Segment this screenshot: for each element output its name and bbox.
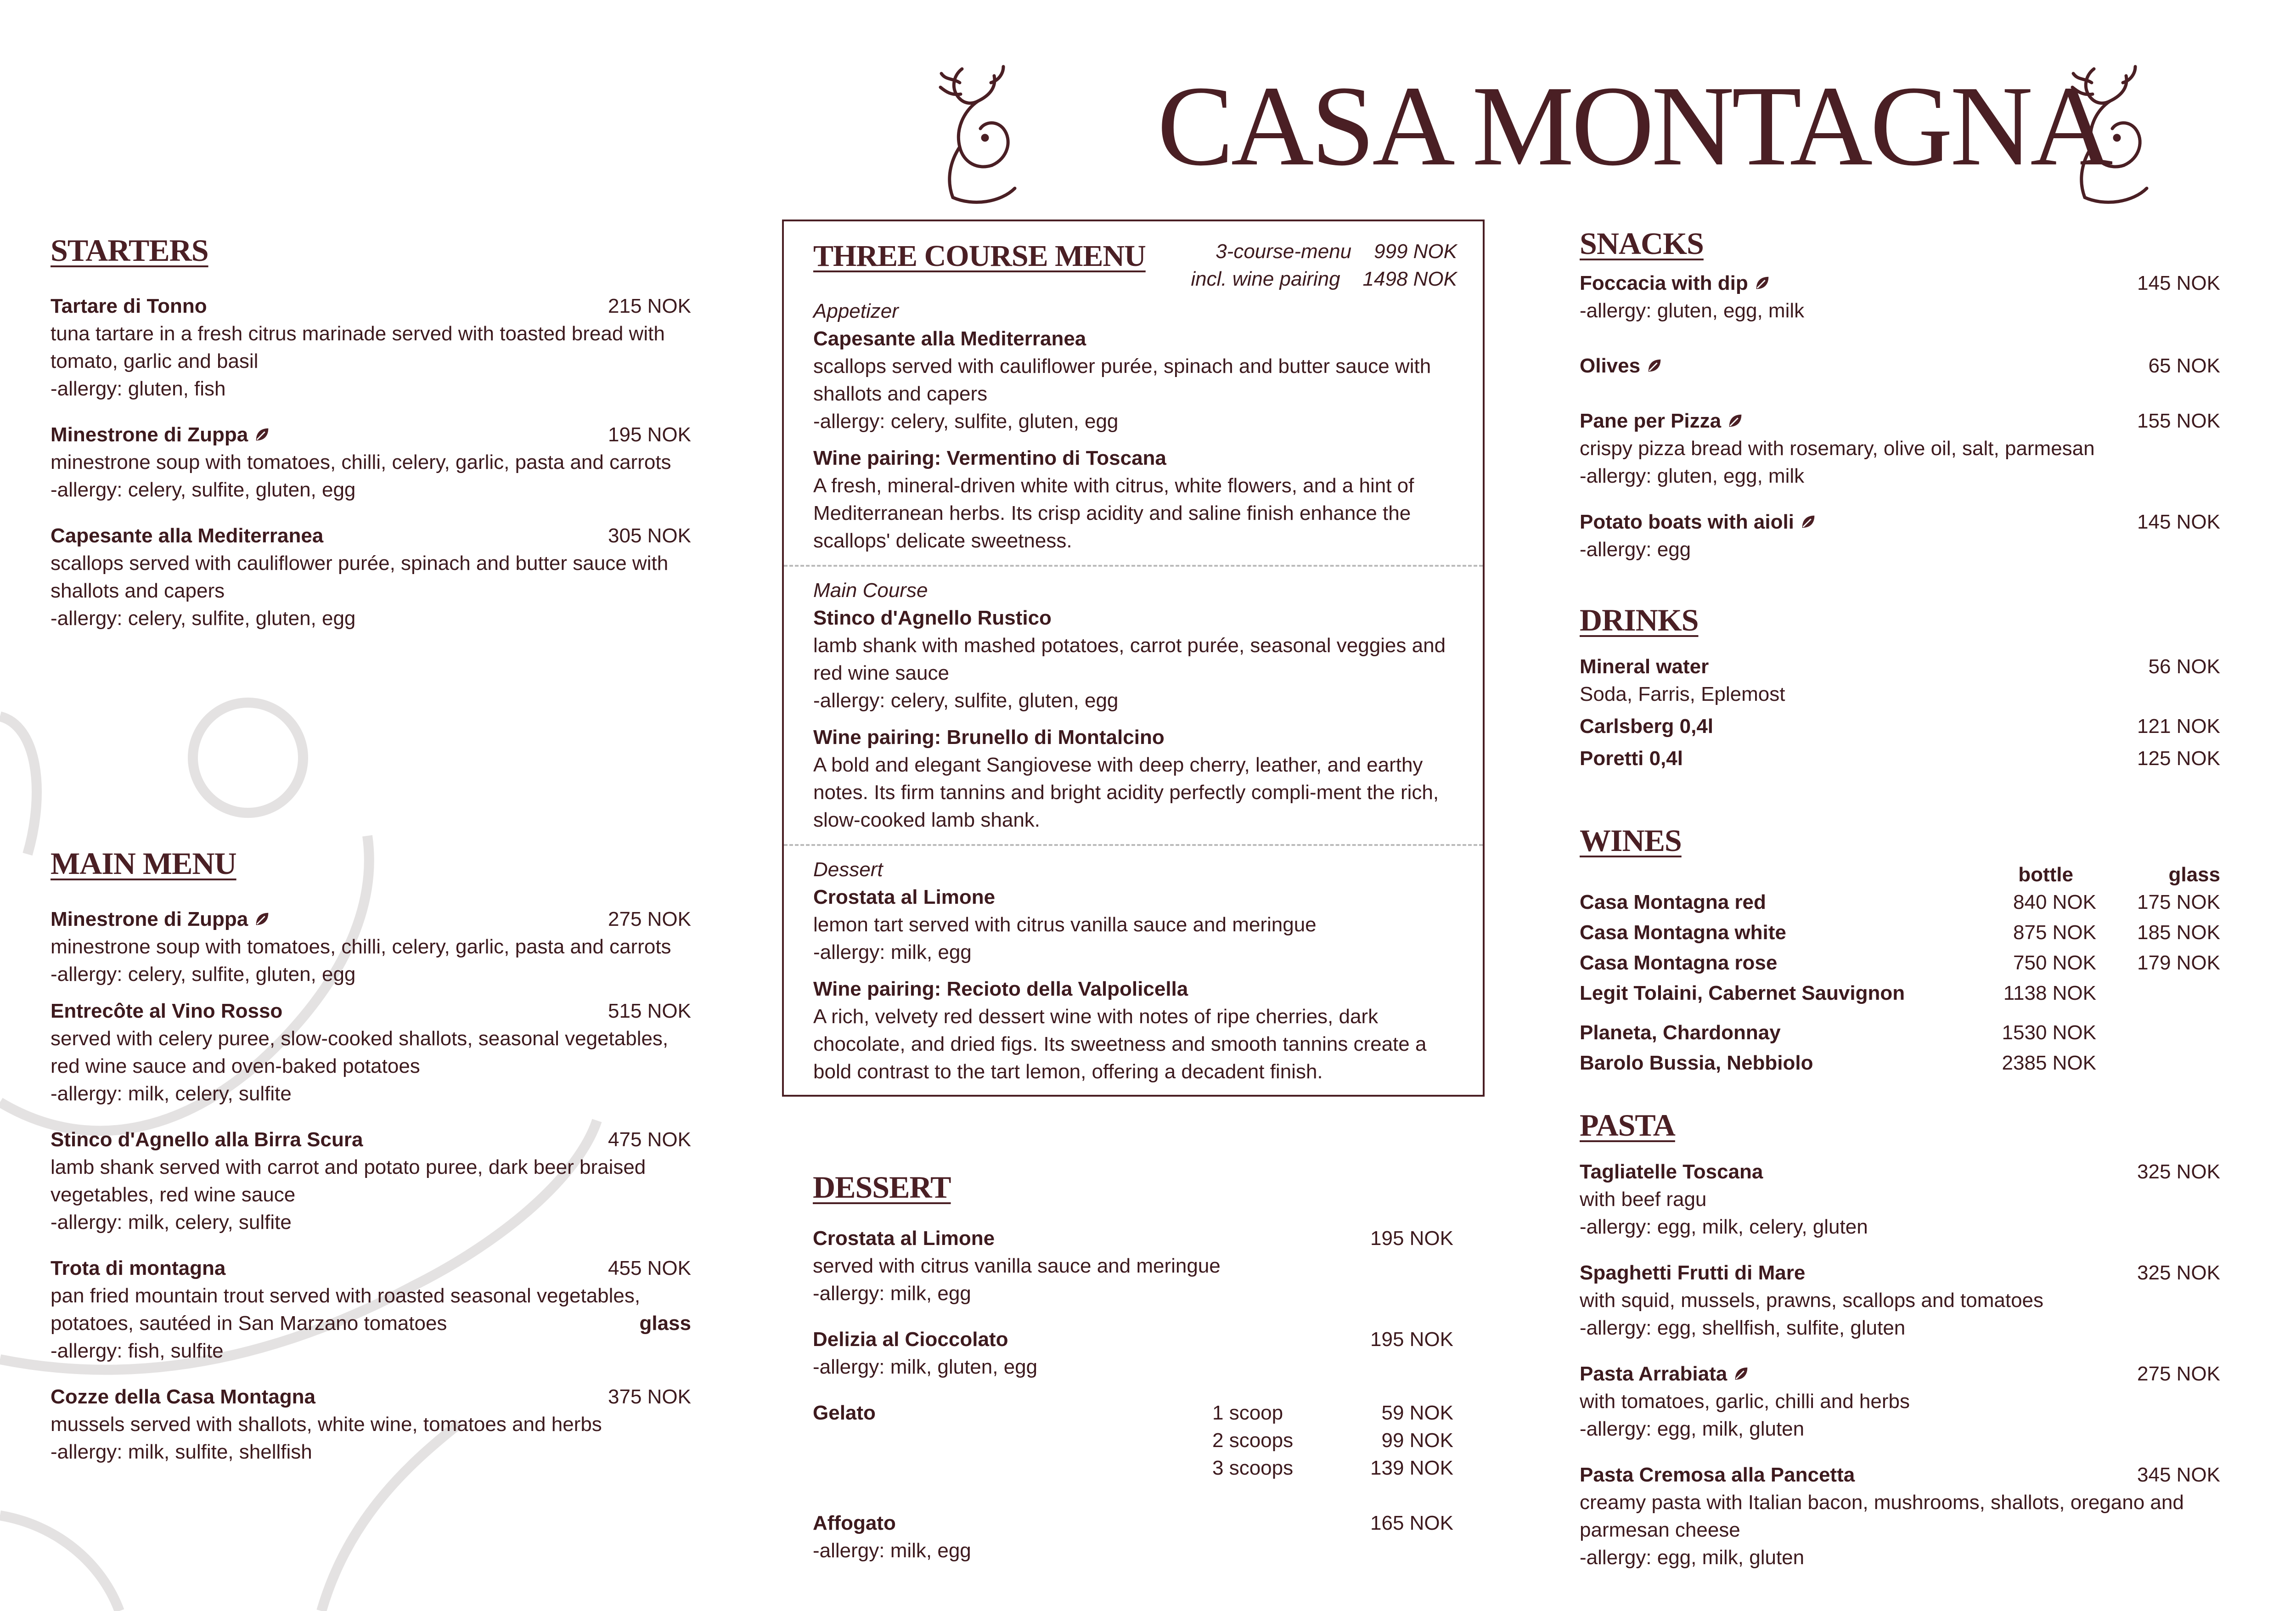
gelato-item [813, 1399, 1453, 1491]
course-label: Main Course [813, 579, 928, 602]
item-desc: Soda, Farris, Eplemost [1580, 682, 1785, 705]
menu-item [51, 293, 691, 403]
leaf-icon [1646, 357, 1663, 374]
item-name: Trota di montagna [51, 1256, 226, 1279]
menu-item [813, 1510, 1453, 1565]
section-title-drinks: DRINKS [1580, 603, 1699, 637]
item-name: Pasta Arrabiata [1580, 1362, 1728, 1385]
item-name: Stinco d'Agnello alla Birra Scura [51, 1128, 363, 1151]
page-title: CASA MONTAGNA [1157, 62, 2110, 190]
leaf-icon [253, 426, 271, 443]
leaf-icon [1754, 274, 1771, 292]
item-name: Minestrone di Zuppa [51, 907, 248, 930]
leaf-icon [253, 910, 271, 928]
item-desc: pan fried mountain trout served with roasted seasonal vegetables, potatoes, sautéed in San Marzano tomatoes [51, 1284, 641, 1335]
item-price: 56 NOK [2148, 655, 2220, 678]
item-desc: crispy pizza bread with rosemary, olive oil, salt, parmesan [1580, 437, 2095, 460]
item-price: 345 NOK [2137, 1463, 2220, 1486]
wine-row [1580, 978, 2220, 1008]
wine-row [1580, 1048, 2220, 1078]
option-price: 139 NOK [1370, 1456, 1453, 1479]
wine-bottle-price: 1138 NOK [2003, 981, 2096, 1004]
menu-item [51, 522, 691, 632]
item-price: 195 NOK [1370, 1328, 1453, 1351]
item-price: 305 NOK [608, 524, 691, 547]
item-desc: mussels served with shallots, white wine, tomatoes and herbs [51, 1413, 602, 1436]
item-price: 121 NOK [2137, 715, 2220, 738]
menu-item [813, 1225, 1453, 1307]
item-allergy: -allergy: egg [1580, 538, 1691, 561]
wine-name: Casa Montagna red [1580, 890, 1766, 913]
menu-item [813, 1326, 1453, 1381]
item-price: 325 NOK [2137, 1261, 2220, 1284]
wine-pairing [813, 975, 1457, 1086]
leaf-icon [1800, 513, 1817, 530]
menu-item [1580, 270, 2220, 325]
wine-name: Casa Montagna white [1580, 921, 1786, 944]
item-allergy: -allergy: milk, gluten, egg [813, 1355, 1038, 1378]
item-name: Delizia al Cioccolato [813, 1328, 1008, 1351]
wine-row [1580, 948, 2220, 978]
item-name: Cozze della Casa Montagna [51, 1385, 316, 1408]
section-title-three-course: THREE COURSE MENU [813, 239, 1146, 273]
menu-item [51, 1383, 691, 1466]
dish-desc: lemon tart served with citrus vanilla sauce and meringue [813, 913, 1317, 936]
item-price: 515 NOK [608, 999, 691, 1022]
item-allergy: -allergy: egg, milk, gluten [1580, 1546, 1805, 1569]
wines-section [1580, 822, 2220, 1078]
three-course-price: 999 NOK [1374, 240, 1457, 263]
menu-item [1580, 1461, 2220, 1572]
menu-item [1580, 508, 2220, 563]
wine-pairing-price: 1498 NOK [1362, 268, 1457, 290]
dish-desc: scallops served with cauliflower purée, spinach and butter sauce with shallots and capers [813, 355, 1431, 405]
item-desc: minestrone soup with tomatoes, chilli, celery, garlic, pasta and carrots [51, 451, 671, 473]
main-menu-section [51, 845, 691, 1466]
wine-bottle-price: 1530 NOK [2002, 1021, 2096, 1044]
menu-item [1580, 407, 2220, 490]
dish-allergy: -allergy: celery, sulfite, gluten, egg [813, 689, 1119, 712]
option-label: 2 scoops [1212, 1429, 1294, 1452]
snacks-section [1580, 225, 2220, 563]
wine-pairing [813, 724, 1457, 834]
item-allergy: -allergy: milk, celery, sulfite [51, 1211, 292, 1234]
item-allergy: -allergy: milk, egg [813, 1282, 971, 1305]
menu-item [1580, 352, 2220, 380]
menu-item [51, 1255, 691, 1365]
item-desc: tuna tartare in a fresh citrus marinade served with toasted bread with tomato, garlic and basil [51, 322, 665, 372]
wine-name: Barolo Bussia, Nebbiolo [1580, 1051, 1813, 1074]
col-glass: glass [2168, 863, 2220, 886]
option-price: 99 NOK [1381, 1429, 1453, 1452]
wine-glass-price: 185 NOK [2137, 921, 2220, 944]
item-price: 275 NOK [2137, 1362, 2220, 1385]
item-name: Spaghetti Frutti di Mare [1580, 1261, 1806, 1284]
item-allergy: -allergy: egg, milk, gluten [1580, 1417, 1805, 1440]
section-title-pasta: PASTA [1580, 1108, 1675, 1143]
option-label: 1 scoop [1212, 1401, 1283, 1424]
item-allergy: -allergy: milk, egg [813, 1539, 971, 1562]
item-allergy: -allergy: milk, celery, sulfite [51, 1082, 292, 1105]
item-price: 375 NOK [608, 1385, 691, 1408]
item-desc: minestrone soup with tomatoes, chilli, celery, garlic, pasta and carrots [51, 935, 671, 958]
wine-row [1580, 1018, 2220, 1048]
item-price: 325 NOK [2137, 1160, 2220, 1183]
item-allergy: -allergy: gluten, fish [51, 377, 226, 400]
three-course-prices [1191, 238, 1457, 293]
wine-name: Casa Montagna rose [1580, 951, 1778, 974]
item-allergy: -allergy: milk, sulfite, shellfish [51, 1440, 312, 1463]
dish-name: Capesante alla Mediterranea [813, 327, 1086, 350]
course-dish [813, 604, 1457, 715]
wine-name: Wine pairing: Brunello di Montalcino [813, 726, 1165, 749]
section-title-main-menu: MAIN MENU [51, 846, 236, 881]
item-desc: with beef ragu [1580, 1188, 1707, 1211]
item-desc: scallops served with cauliflower purée, spinach and butter sauce with shallots and capers [51, 552, 669, 602]
item-name: Affogato [813, 1511, 896, 1534]
wine-desc: A rich, velvety red dessert wine with notes of ripe cherries, dark chocolate, and dried figs. Its sweetness and smooth tannins create a bold contrast to the tart lemon, offering a decadent finish. [813, 1005, 1427, 1083]
item-name: Minestrone di Zuppa [51, 423, 248, 446]
wine-desc: A fresh, mineral-driven white with citrus, white flowers, and a hint of Mediterranean herbs. Its crisp acidity and saline finish enhance the scallops' delicate sweetness. [813, 474, 1414, 552]
dessert-section [813, 1169, 1453, 1565]
three-course-menu-box [782, 220, 1485, 1097]
menu-item [1580, 1158, 2220, 1241]
item-allergy: -allergy: celery, sulfite, gluten, egg [51, 607, 356, 630]
item-name: Capesante alla Mediterranea [51, 524, 324, 547]
item-name: Gelato [813, 1401, 876, 1424]
course-label: Dessert [813, 858, 883, 881]
leaf-icon [1733, 1365, 1750, 1382]
wine-bottle-price: 2385 NOK [2002, 1051, 2096, 1074]
item-price: 195 NOK [1370, 1227, 1453, 1250]
item-extra-label: glass [639, 1312, 691, 1335]
item-desc: with tomatoes, garlic, chilli and herbs [1580, 1390, 1910, 1413]
item-name: Carlsberg 0,4l [1580, 715, 1714, 738]
menu-item [1580, 713, 2220, 740]
drinks-section [1580, 602, 2220, 772]
dish-desc: lamb shank with mashed potatoes, carrot purée, seasonal veggies and red wine sauce [813, 634, 1446, 684]
course-dish [813, 884, 1457, 966]
wine-bottle-price: 840 NOK [2013, 890, 2096, 913]
section-title-starters: STARTERS [51, 233, 208, 268]
course-label: Appetizer [813, 300, 899, 322]
menu-item [1580, 1259, 2220, 1342]
item-allergy: -allergy: celery, sulfite, gluten, egg [51, 963, 356, 986]
item-price: 165 NOK [1370, 1511, 1453, 1534]
wine-name: Wine pairing: Vermentino di Toscana [813, 447, 1166, 469]
item-desc: creamy pasta with Italian bacon, mushrooms, shallots, oregano and parmesan cheese [1580, 1491, 2184, 1541]
item-price: 215 NOK [608, 294, 691, 317]
item-name: Pane per Pizza [1580, 409, 1722, 432]
item-name: Olives [1580, 354, 1641, 377]
wine-bottle-price: 750 NOK [2013, 951, 2096, 974]
col-bottle: bottle [2018, 863, 2073, 886]
section-title-wines: WINES [1580, 823, 1682, 858]
menu-item [51, 1126, 691, 1236]
item-name: Poretti 0,4l [1580, 747, 1683, 770]
wine-name: Legit Tolaini, Cabernet Sauvignon [1580, 981, 1905, 1004]
pasta-section [1580, 1107, 2220, 1572]
deer-logo-icon-right [2041, 55, 2156, 207]
dish-allergy: -allergy: milk, egg [813, 941, 972, 963]
menu-item [1580, 1360, 2220, 1443]
dish-name: Crostata al Limone [813, 886, 996, 908]
item-desc: served with celery puree, slow-cooked shallots, seasonal vegetables, red wine sauce and oven-baked potatoes [51, 1027, 669, 1077]
deer-logo-icon [909, 55, 1024, 207]
item-allergy: -allergy: egg, milk, celery, gluten [1580, 1215, 1868, 1238]
wine-glass-price: 175 NOK [2137, 890, 2220, 913]
item-allergy: -allergy: egg, shellfish, sulfite, gluten [1580, 1316, 1906, 1339]
item-desc: with squid, mussels, prawns, scallops and tomatoes [1580, 1289, 2044, 1312]
item-name: Tagliatelle Toscana [1580, 1160, 1763, 1183]
item-price: 455 NOK [608, 1256, 691, 1279]
course-dish [813, 325, 1457, 435]
item-price: 145 NOK [2137, 510, 2220, 533]
divider [784, 565, 1483, 567]
wine-pairing [813, 445, 1457, 555]
item-price: 475 NOK [608, 1128, 691, 1151]
item-name: Pasta Cremosa alla Pancetta [1580, 1463, 1855, 1486]
item-price: 145 NOK [2137, 271, 2220, 294]
wine-name: Planeta, Chardonnay [1580, 1021, 1781, 1044]
option-label: 3 scoops [1212, 1456, 1294, 1479]
item-name: Crostata al Limone [813, 1227, 995, 1250]
item-price: 275 NOK [608, 907, 691, 930]
item-allergy: -allergy: gluten, egg, milk [1580, 464, 1805, 487]
three-course-label: 3-course-menu [1216, 240, 1352, 263]
item-name: Tartare di Tonno [51, 294, 207, 317]
item-allergy: -allergy: fish, sulfite [51, 1339, 224, 1362]
menu-item [51, 421, 691, 504]
menu-item [1580, 745, 2220, 772]
item-allergy: -allergy: gluten, egg, milk [1580, 299, 1805, 322]
menu-item [51, 906, 691, 988]
item-price: 155 NOK [2137, 409, 2220, 432]
wine-glass-price: 179 NOK [2137, 951, 2220, 974]
wine-pairing-label: incl. wine pairing [1191, 268, 1340, 290]
leaf-icon [1727, 412, 1744, 429]
divider [784, 844, 1483, 846]
wine-bottle-price: 875 NOK [2013, 921, 2096, 944]
menu-item [1580, 653, 2220, 708]
item-desc: served with citrus vanilla sauce and meringue [813, 1254, 1221, 1277]
menu-item [51, 997, 691, 1108]
dish-allergy: -allergy: celery, sulfite, gluten, egg [813, 410, 1119, 433]
section-title-dessert: DESSERT [813, 1170, 951, 1205]
item-desc: lamb shank served with carrot and potato puree, dark beer braised vegetables, red wine sauce [51, 1155, 646, 1206]
wine-row [1580, 887, 2220, 918]
item-price: 125 NOK [2137, 747, 2220, 770]
wine-desc: A bold and elegant Sangiovese with deep cherry, leather, and earthy notes. Its firm tannins and bright acidity perfectly compli-ment the rich, slow-cooked lamb shank. [813, 754, 1439, 831]
section-title-snacks: SNACKS [1580, 226, 1704, 261]
item-name: Foccacia with dip [1580, 271, 1748, 294]
option-price: 59 NOK [1381, 1401, 1453, 1424]
item-allergy: -allergy: celery, sulfite, gluten, egg [51, 478, 356, 501]
item-name: Entrecôte al Vino Rosso [51, 999, 283, 1022]
item-name: Mineral water [1580, 655, 1709, 678]
gelato-options [1212, 1399, 1453, 1482]
dish-name: Stinco d'Agnello Rustico [813, 607, 1052, 629]
item-name: Potato boats with aioli [1580, 510, 1794, 533]
starters-section [51, 232, 691, 632]
wine-name: Wine pairing: Recioto della Valpolicella [813, 978, 1188, 1000]
wine-column-headers [1580, 860, 2220, 887]
wine-row [1580, 918, 2220, 948]
item-price: 195 NOK [608, 423, 691, 446]
item-price: 65 NOK [2148, 354, 2220, 377]
